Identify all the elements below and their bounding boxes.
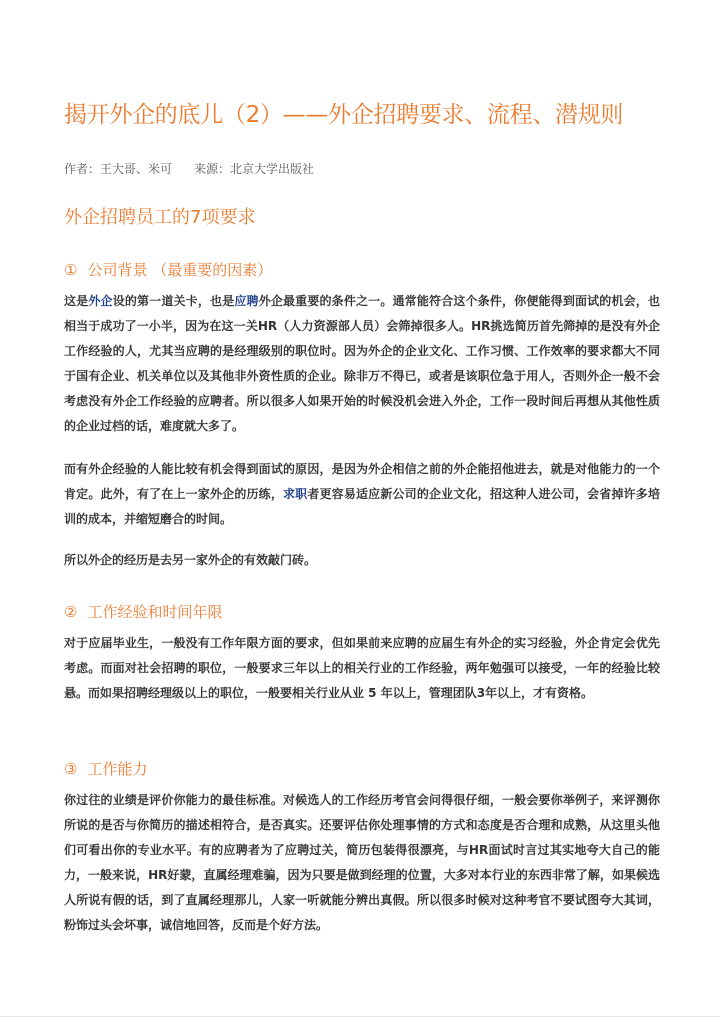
page-bottom-divider bbox=[0, 1016, 720, 1017]
subheading-number: ② bbox=[64, 603, 78, 621]
link-yingpin[interactable]: 应聘 bbox=[234, 294, 259, 308]
author-label: 作者：王大哥、米可 bbox=[64, 162, 173, 176]
text-run: 设的第一道关卡，也是 bbox=[112, 294, 235, 308]
subheading-number: ① bbox=[64, 261, 78, 279]
source-label: 来源：北京大学出版社 bbox=[194, 162, 315, 176]
article-title: 揭开外企的底儿（2）——外企招聘要求、流程、潜规则 bbox=[64, 102, 624, 128]
text-run: 而有外企经验的人能比较有机会得到面试的原因，是因为外企相信之前的外企能招他进去，就是对他能力的一个肯定。此外，有了在上一家外企的历练， bbox=[64, 462, 660, 501]
subheading-text: 工作能力 bbox=[87, 760, 148, 778]
paragraph bbox=[64, 631, 660, 706]
subheading-text: 工作经验和时间年限 bbox=[87, 603, 223, 621]
subheading-2 bbox=[64, 601, 222, 623]
subheading-text: 公司背景 （最重要的因素） bbox=[87, 261, 273, 279]
text-run: 你过往的业绩是评价你能力的最佳标准。对候选人的工作经历考官会问得很仔细，一般会要你举例子，来评测你所说的是否与你简历的描述相符合，是否真实。还要评估你处理事情的方式和态度是否合理和成熟，从这里头他们可看出你的专业水平。有的应聘者为了应聘过关，简历包装得很漂亮，与HR面试时言过其实地夸大自己的能力，一般来说，HR好蒙，直属经理难骗，因为只要是做到经理的位置，大多对本行业的东西非常了解，如果候选人所说有假的话，到了直属经理那儿，人家一听就能分辨出真假。所以很多时候对这种考官不要试图夸大其词，粉饰过头会坏事，诚信地回答，反而是个好方法。 bbox=[64, 793, 660, 932]
byline bbox=[64, 160, 314, 178]
paragraph bbox=[64, 457, 660, 532]
text-run: 这是 bbox=[64, 294, 89, 308]
subheading-1 bbox=[64, 259, 272, 281]
section-title: 外企招聘员工的7项要求 bbox=[64, 207, 256, 228]
subheading-number: ③ bbox=[64, 760, 78, 778]
subheading-3 bbox=[64, 758, 147, 780]
text-run: 所以外企的经历是去另一家外企的有效敲门砖。 bbox=[64, 553, 317, 567]
paragraph bbox=[64, 548, 660, 573]
link-waiqi[interactable]: 外企 bbox=[88, 294, 113, 308]
paragraph bbox=[64, 788, 660, 938]
text-run: 对于应届毕业生，一般没有工作年限方面的要求，但如果前来应聘的应届生有外企的实习经验，外企肯定会优先考虑。而面对社会招聘的职位，一般要求三年以上的相关行业的工作经验，两年勉强可以接受，一年的经验比较悬。而如果招聘经理级以上的职位，一般要相关行业从业 5 年以上，管理团队3年以上，才有资格。 bbox=[64, 636, 660, 700]
paragraph bbox=[64, 289, 660, 439]
text-run: 者更容易适应新公司的企业文化，招这种人进公司，会省掉许多培训的成本，并缩短磨合的时间。 bbox=[64, 487, 660, 526]
link-qiuzhi[interactable]: 求职 bbox=[282, 487, 308, 501]
text-run: 外企最重要的条件之一。通常能符合这个条件，你便能得到面试的机会，也相当于成功了一小半，因为在这一关HR（人力资源部人员）会筛掉很多人。HR挑选简历首先筛掉的是没有外企工作经验的人，尤其当应聘的是经理级别的职位时。因为外企的企业文化、工作习惯、工作效率的要求都大不同于国有企业、机关单位以及其他非外资性质的企业。除非万不得已，或者是该职位急于用人，否则外企一般不会考虑没有外企工作经验的应聘者。所以很多人如果开始的时候没机会进入外企，工作一段时间后再想从其他性质的企业过档的话，难度就大多了。 bbox=[64, 294, 660, 433]
